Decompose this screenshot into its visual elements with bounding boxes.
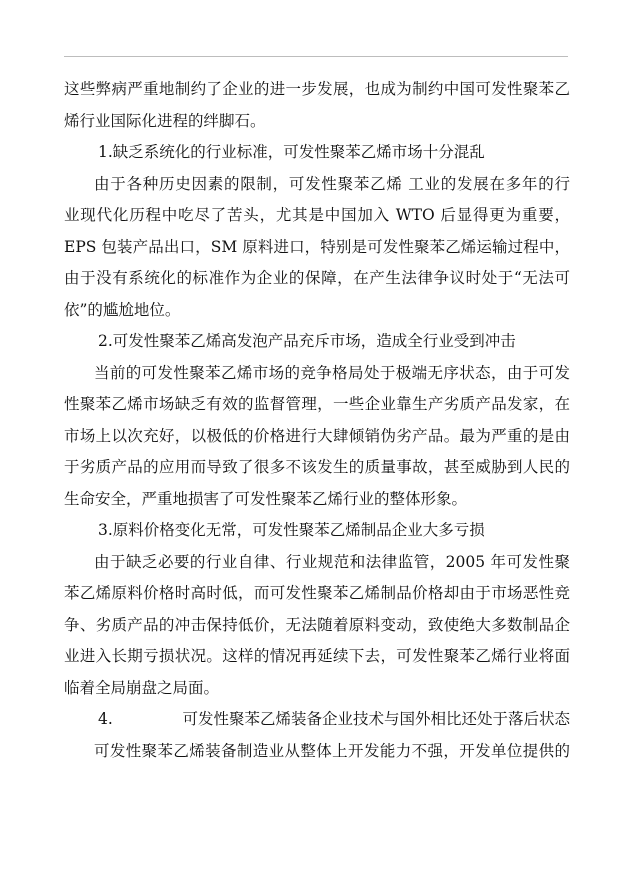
section-heading-4 [64,704,570,736]
paragraph-line: 烯行业国际化进程的绊脚石。 [64,111,266,130]
paragraph-line: 当前的可发性聚苯乙烯市场的竞争格局处于极端无序状态，由于可发 [94,363,570,382]
paragraph-line: 性聚苯乙烯市场缺乏有效的监督管理，一些企业靠生产劣质产品发家，在 [64,395,570,413]
section-heading-2: 2.可发性聚苯乙烯高发泡产品充斥市场，造成全行业受到冲击 [98,332,516,350]
body-text [64,74,570,767]
section-heading-4-text: 可发性聚苯乙烯装备企业技术与国外相比还处于落后状态 [182,710,570,728]
paragraph-line: 依”的尴尬地位。 [64,300,181,319]
paragraph-line: 可发性聚苯乙烯装备制造业从整体上开发能力不强，开发单位提供的 [94,741,570,760]
paragraph-line: 业现代化历程中吃尽了苦头，尤其是中国加入 WTO 后显得更为重要， [64,206,570,224]
section-heading-1: 1.缺乏系统化的行业标准，可发性聚苯乙烯市场十分混乱 [98,143,485,161]
header-rule [64,56,568,57]
paragraph-line: 由于缺乏必要的行业自律、行业规范和法律监管，2005 年可发性聚 [94,552,570,571]
paragraph-line: EPS 包装产品出口，SM 原料进口，特别是可发性聚苯乙烯运输过程中， [64,237,570,256]
paragraph-line: 苯乙烯原料价格时高时低，而可发性聚苯乙烯制品价格却由于市场恶性竞 [64,584,570,602]
paragraph-line: 市场上以次充好，以极低的价格进行大肆倾销伪劣产品。最为严重的是由 [64,426,570,445]
paragraph-line: 生命安全，严重地损害了可发性聚苯乙烯行业的整体形象。 [64,489,468,508]
paragraph-line: 由于没有系统化的标准作为企业的保障，在产生法律争议时处于“无法可 [64,269,570,287]
paragraph-line: 争、劣质产品的冲击保持低价，无法随着原料变动，致使绝大多数制品企 [64,615,570,634]
paragraph-line: 临着全局崩盘之局面。 [64,678,220,697]
paragraph-line: 由于各种历史因素的限制，可发性聚苯乙烯 工业的发展在多年的行 [94,174,570,193]
section-heading-4-number: 4. [98,710,113,728]
paragraph-line: 这些弊病严重地制约了企业的进一步发展，也成为制约中国可发性聚苯乙 [64,80,570,98]
paragraph-line: 于劣质产品的应用而导致了很多不该发生的质量事故，甚至威胁到人民的 [64,458,570,476]
paragraph-line: 业进入长期亏损状况。这样的情况再延续下去，可发性聚苯乙烯行业将面 [64,647,570,665]
section-heading-3: 3.原料价格变化无常，可发性聚苯乙烯制品企业大多亏损 [98,521,485,539]
